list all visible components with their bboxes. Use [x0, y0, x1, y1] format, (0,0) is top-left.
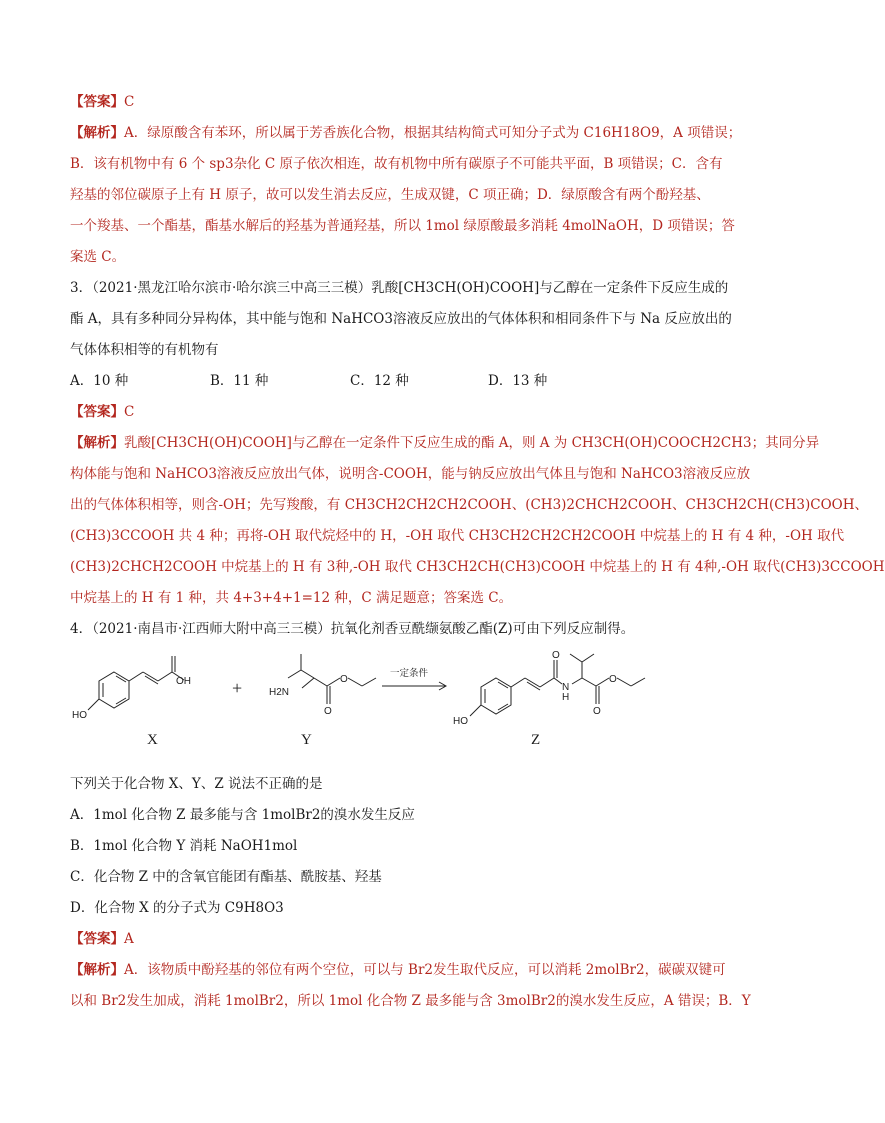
compound-z-label: Z — [531, 732, 541, 748]
z-h-label: H — [562, 692, 570, 703]
q2-analysis-line: 【解析】A．绿原酸含有苯环，所以属于芳香族化合物，根据其结构简式可知分子式为 C16H18O9，A 项错误； — [70, 125, 742, 141]
q3-option-c: C．12 种 — [350, 373, 409, 389]
q2-answer: 【答案】C — [70, 94, 135, 110]
reaction-scheme — [70, 650, 730, 768]
q3-analysis-line: 出的气体体积相等，则含-OH；先写羧酸，有 CH3CH2CH2CH2COOH、(CH3)2CHCH2COOH、CH3CH2CH(CH3)COOH、 — [70, 497, 868, 513]
q3-analysis-line: (CH3)3CCOOH 共 4 种；再将-OH 取代烷烃中的 H，-OH 取代 CH3CH2CH2CH2COOH 中烷基上的 H 有 4 种，-OH 取代 — [70, 528, 845, 544]
x-oh-label: OH — [176, 676, 191, 687]
q4-option-d: D．化合物 X 的分子式为 C9H8O3 — [70, 900, 284, 916]
q4-option-a: A．1mol 化合物 Z 最多能与含 1molBr2的溴水发生反应 — [70, 807, 415, 823]
q3-analysis-line: 构体能与饱和 NaHCO3溶液反应放出气体，说明含-COOH，能与钠反应放出气体且与饱和 NaHCO3溶液反应放 — [70, 466, 751, 482]
q2-analysis-line: 羟基的邻位碳原子上有 H 原子，故可以发生消去反应，生成双键，C 项正确；D．绿原酸含有两个酚羟基、 — [70, 187, 710, 203]
x-ho-label: HO — [72, 710, 87, 721]
q3-answer: 【答案】C — [70, 404, 135, 420]
plus-sign: + — [232, 678, 243, 698]
q3-analysis-line: 【解析】乳酸[CH3CH(OH)COOH]与乙醇在一定条件下反应生成的酯 A，则 A 为 CH3CH(OH)COOCH2CH3；其同分异 — [70, 435, 820, 451]
z-n-label: N — [562, 682, 570, 693]
q3-analysis-line: (CH3)2CHCH2COOH 中烷基上的 H 有 3种,-OH 取代 CH3CH2CH(CH3)COOH 中烷基上的 H 有 4种,-OH 取代(CH3)3CCOOH — [70, 559, 885, 575]
q4-option-b: B．1mol 化合物 Y 消耗 NaOH1mol — [70, 838, 298, 854]
compound-y-label: Y — [301, 732, 312, 748]
z-ester-o-label: O — [609, 674, 617, 685]
q3-stem-line: 酯 A，具有多种同分异构体，其中能与饱和 NaHCO3溶液反应放出的气体体积和相同条件下与 Na 反应放出的 — [70, 311, 732, 327]
reaction-diagram — [70, 650, 730, 768]
reaction-condition: 一定条件 — [390, 668, 429, 679]
q3-options — [70, 371, 730, 391]
z-amide-o-label: O — [552, 650, 560, 661]
q4-analysis-line: 【解析】A．该物质中酚羟基的邻位有两个空位，可以与 Br2发生取代反应，可以消耗 2molBr2，碳碳双键可 — [70, 962, 726, 978]
q2-analysis-line: 一个羧基、一个酯基，酯基水解后的羟基为普通羟基，所以 1mol 绿原酸最多消耗 4molNaOH，D 项错误；答 — [70, 218, 735, 234]
q4-question: 下列关于化合物 X、Y、Z 说法不正确的是 — [70, 776, 323, 792]
y-ester-o-label: O — [340, 674, 348, 685]
z-ho-label: HO — [453, 716, 468, 727]
q2-analysis-line: 案选 C。 — [70, 249, 126, 265]
z-carbonyl-o-label: O — [593, 706, 601, 717]
q3-option-d: D．13 种 — [488, 373, 548, 389]
document-page — [70, 92, 885, 1022]
q4-stem: 4．（2021·南昌市·江西师大附中高三三模）抗氧化剂香豆酰缬氨酸乙酯(Z)可由下列反应制得。 — [70, 621, 635, 637]
compound-x-label: X — [147, 732, 158, 748]
y-nh2-label: H2N — [269, 687, 290, 698]
q3-stem-line: 3．（2021·黑龙江哈尔滨市·哈尔滨三中高三三模）乳酸[CH3CH(OH)COOH]与乙醇在一定条件下反应生成的 — [70, 280, 729, 296]
q4-answer: 【答案】A — [70, 931, 134, 947]
q3-option-b: B．11 种 — [210, 373, 269, 389]
q3-analysis-line: 中烷基上的 H 有 1 种，共 4+3+4+1=12 种，C 满足题意；答案选 C。 — [70, 590, 513, 606]
q4-option-c: C．化合物 Z 中的含氧官能团有酯基、酰胺基、羟基 — [70, 869, 382, 885]
q3-option-a: A．10 种 — [70, 373, 129, 389]
q4-analysis-line: 以和 Br2发生加成，消耗 1molBr2，所以 1mol 化合物 Z 最多能与含 3molBr2的溴水发生反应，A 错误；B．Y — [70, 993, 751, 1009]
y-carbonyl-o-label: O — [324, 706, 332, 717]
q2-analysis-line: B．该有机物中有 6 个 sp3杂化 C 原子依次相连，故有机物中所有碳原子不可能共平面，B 项错误；C．含有 — [70, 156, 723, 172]
q3-stem-line: 气体体积相等的有机物有 — [70, 342, 219, 358]
